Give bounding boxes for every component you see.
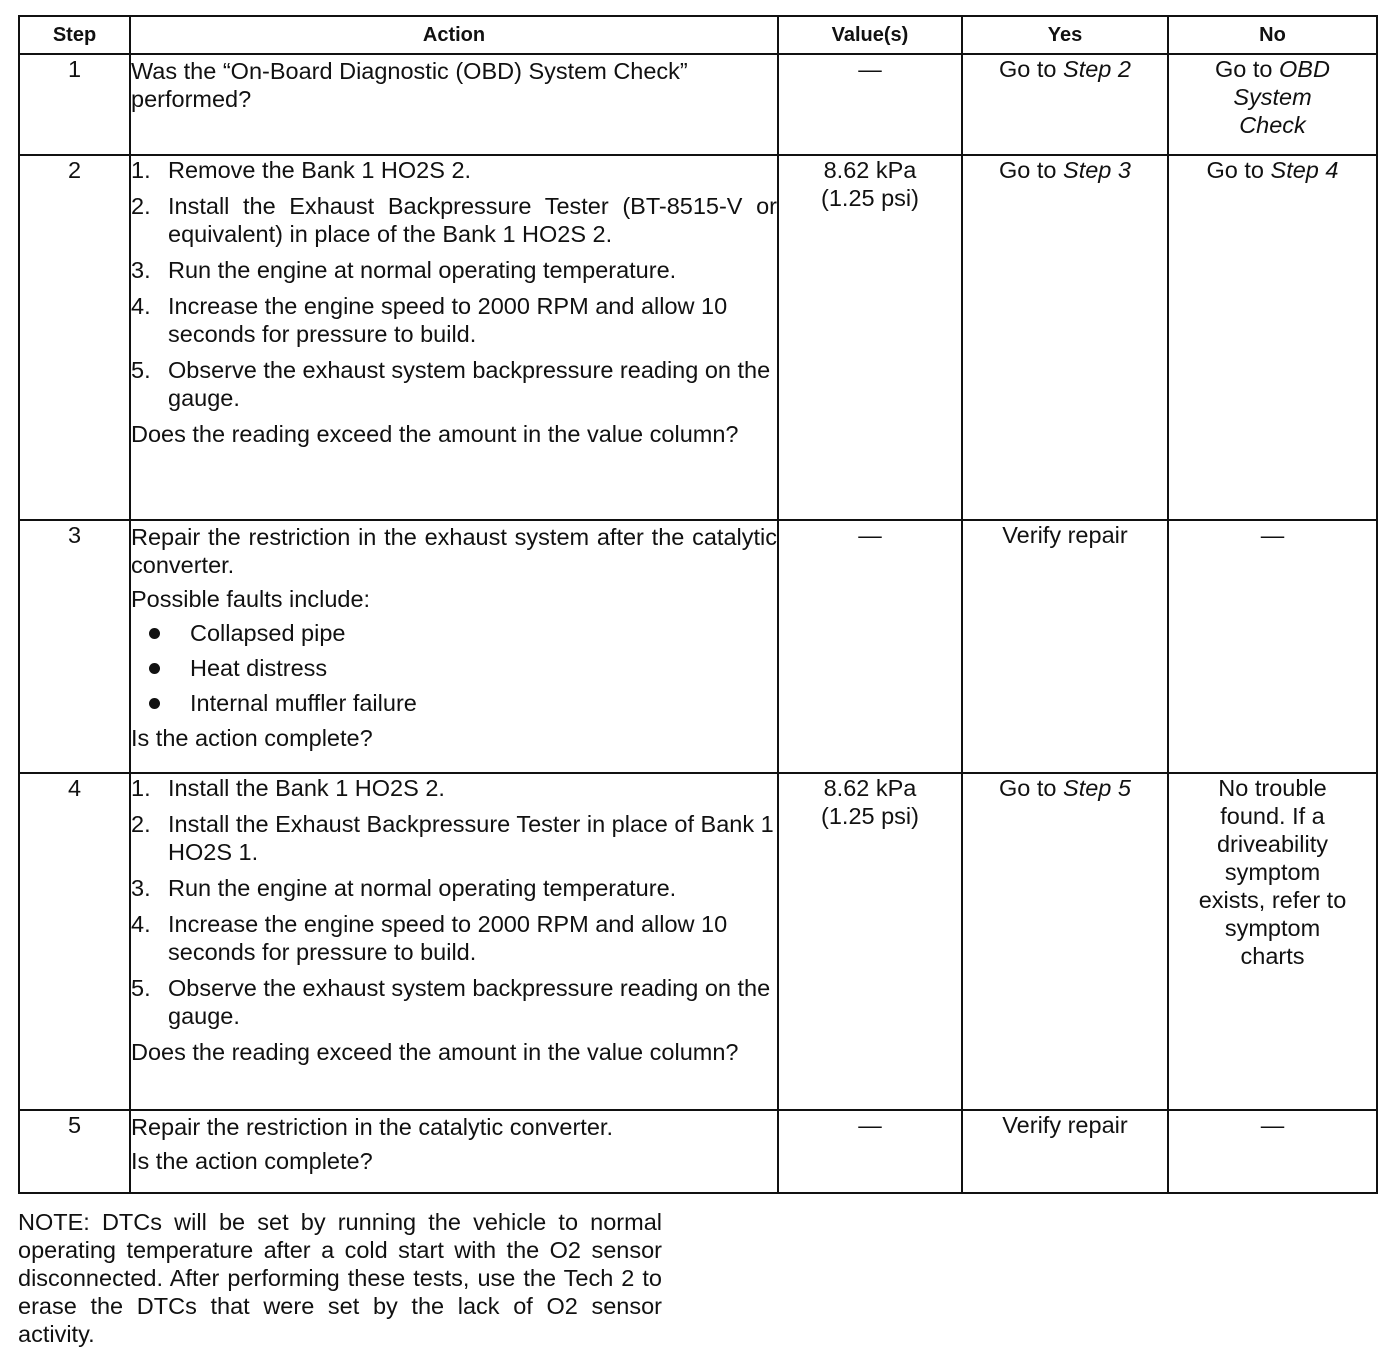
step-number: 5 (19, 1110, 130, 1193)
value-cell: — (778, 1110, 962, 1193)
action-intro: Repair the restriction in the catalytic converter. (131, 1114, 613, 1140)
footnote: NOTE: DTCs will be set by running the vehicle to normal operating temperature after a cold start with the O2 sensor disconnected. After performing these tests, use the Tech 2 to erase the DTCs that were set by the lack of O2 sensor activity. (18, 1209, 662, 1347)
faults-label: Possible faults include: (131, 586, 371, 612)
list-item (131, 654, 777, 682)
header-values: Value(s) (778, 16, 962, 54)
header-step: Step (19, 16, 130, 54)
item-text: Observe the exhaust system backpressure reading on the gauge. (168, 357, 771, 411)
yes-step-link[interactable]: Step 3 (1063, 157, 1131, 183)
no-cell (1168, 54, 1377, 155)
bullet-icon (149, 663, 160, 674)
item-text: Install the Exhaust Backpressure Tester in place of Bank 1 HO2S 1. (168, 811, 774, 865)
no-cell: — (1168, 520, 1377, 773)
value-psi: (1.25 psi) (821, 185, 919, 211)
action-cell (130, 773, 778, 1110)
yes-cell (962, 155, 1168, 520)
no-obd-link-line3[interactable]: Check (1239, 112, 1306, 138)
header-yes: Yes (962, 16, 1168, 54)
header-row (19, 16, 1377, 54)
yes-step-link[interactable]: Step 2 (1063, 56, 1131, 82)
no-cell: — (1168, 1110, 1377, 1193)
action-cell (130, 54, 778, 155)
item-number: 5. (131, 357, 151, 383)
header-no: No (1168, 16, 1377, 54)
item-number: 4. (131, 911, 151, 937)
list-item (131, 619, 777, 647)
value-cell: — (778, 54, 962, 155)
no-cell: No trouble found. If a driveability symptom exists, refer to symptom charts (1168, 773, 1377, 1110)
table-row-step-2 (19, 155, 1377, 520)
value-cell (778, 773, 962, 1110)
value-kpa: 8.62 kPa (823, 157, 917, 183)
item-number: 3. (131, 875, 151, 901)
table-row-step-3 (19, 520, 1377, 773)
list-item (131, 774, 777, 802)
item-text: Run the engine at normal operating temperature. (168, 875, 677, 901)
item-text: Increase the engine speed to 2000 RPM and allow 10 seconds for pressure to build. (168, 911, 728, 965)
yes-prefix: Go to (999, 157, 1064, 183)
list-item (131, 356, 777, 412)
list-item (131, 874, 777, 902)
list-item (131, 192, 777, 248)
action-question: Is the action complete? (131, 1148, 373, 1174)
value-cell (778, 155, 962, 520)
fault-text: Collapsed pipe (190, 620, 346, 646)
item-number: 2. (131, 811, 151, 837)
item-number: 2. (131, 193, 151, 219)
item-number: 4. (131, 293, 151, 319)
table-row-step-5 (19, 1110, 1377, 1193)
item-text: Remove the Bank 1 HO2S 2. (168, 157, 472, 183)
action-question: Was the “On-Board Diagnostic (OBD) System Check” performed? (131, 58, 688, 112)
action-question: Does the reading exceed the amount in the value column? (131, 1039, 739, 1065)
action-question: Is the action complete? (131, 725, 373, 751)
yes-prefix: Go to (999, 56, 1064, 82)
yes-cell: Verify repair (962, 520, 1168, 773)
procedure-list (131, 774, 777, 1030)
list-item (131, 974, 777, 1030)
step-number: 4 (19, 773, 130, 1110)
item-number: 3. (131, 257, 151, 283)
bullet-icon (149, 628, 160, 639)
list-item (131, 256, 777, 284)
no-cell (1168, 155, 1377, 520)
action-question: Does the reading exceed the amount in the value column? (131, 421, 739, 447)
list-item (131, 910, 777, 966)
procedure-list (131, 156, 777, 412)
header-action: Action (130, 16, 778, 54)
item-text: Install the Bank 1 HO2S 2. (168, 775, 445, 801)
step-number: 2 (19, 155, 130, 520)
yes-cell (962, 54, 1168, 155)
yes-prefix: Go to (999, 775, 1064, 801)
action-intro: Repair the restriction in the exhaust system after the catalytic converter. (131, 524, 777, 578)
no-prefix: Go to (1206, 157, 1271, 183)
diagnostic-table (18, 15, 1378, 1194)
action-cell (130, 1110, 778, 1193)
item-text: Install the Exhaust Backpressure Tester (BT-8515-V or equivalent) in place of the Bank 1 HO2S 2. (168, 193, 777, 247)
item-text: Increase the engine speed to 2000 RPM and allow 10 seconds for pressure to build. (168, 293, 728, 347)
value-kpa: 8.62 kPa (823, 775, 917, 801)
yes-step-link[interactable]: Step 5 (1063, 775, 1131, 801)
list-item (131, 156, 777, 184)
table-row-step-4 (19, 773, 1377, 1110)
list-item (131, 689, 777, 717)
item-number: 5. (131, 975, 151, 1001)
item-text: Observe the exhaust system backpressure reading on the gauge. (168, 975, 771, 1029)
action-cell (130, 155, 778, 520)
no-step-link[interactable]: Step 4 (1270, 157, 1339, 183)
step-number: 1 (19, 54, 130, 155)
list-item (131, 292, 777, 348)
yes-cell (962, 773, 1168, 1110)
value-psi: (1.25 psi) (821, 803, 919, 829)
value-cell: — (778, 520, 962, 773)
bullet-icon (149, 698, 160, 709)
item-text: Run the engine at normal operating temperature. (168, 257, 677, 283)
list-item (131, 810, 777, 866)
item-number: 1. (131, 157, 151, 183)
no-obd-link-line1[interactable]: OBD (1279, 56, 1330, 82)
fault-text: Internal muffler failure (190, 690, 417, 716)
no-obd-link-line2[interactable]: System (1233, 84, 1312, 110)
no-prefix: Go to (1215, 56, 1280, 82)
item-number: 1. (131, 775, 151, 801)
action-cell (130, 520, 778, 773)
step-number: 3 (19, 520, 130, 773)
yes-cell: Verify repair (962, 1110, 1168, 1193)
table-row-step-1 (19, 54, 1377, 155)
fault-text: Heat distress (190, 655, 328, 681)
faults-list (131, 619, 777, 717)
